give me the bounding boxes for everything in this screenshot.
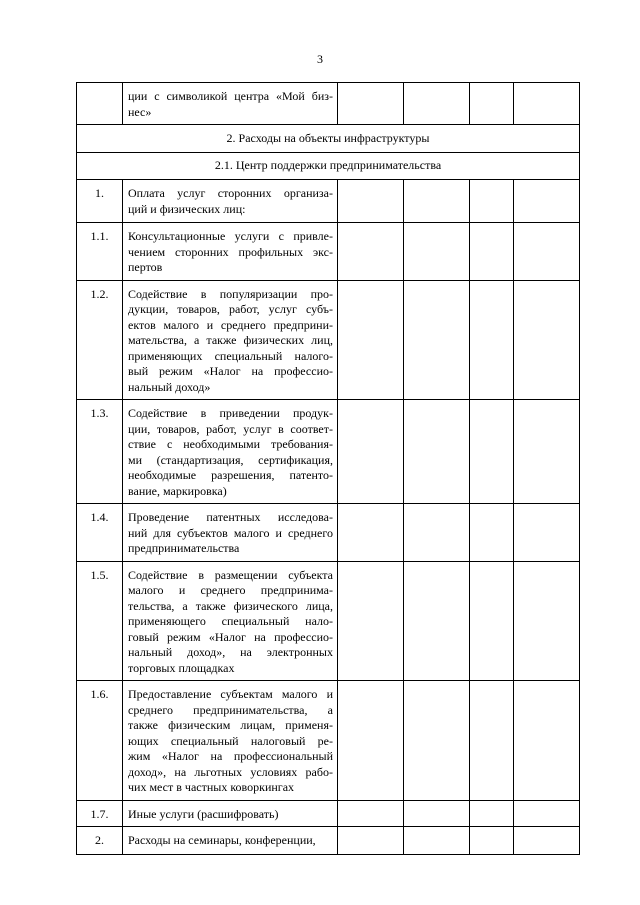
table-row	[77, 223, 580, 281]
table-row	[77, 83, 580, 125]
empty-value-cell	[470, 400, 514, 504]
description-line: Содействие в приведении продук-	[128, 406, 333, 420]
empty-value-cell	[470, 561, 514, 681]
description-line: Оплата услуг сторонних организа-	[128, 186, 333, 200]
row-number: 1.3.	[77, 400, 123, 504]
description-line: торговых площадках	[128, 660, 235, 675]
description-line: ции с символикой центра «Мой биз-	[128, 89, 333, 103]
description-line: ний для субъектов малого и среднего	[128, 525, 333, 540]
row-description	[123, 400, 338, 504]
description-line: Проведение патентных исследова-	[128, 510, 333, 524]
row-number	[77, 83, 123, 125]
description-line: говый режим «Налог на профессио-	[128, 629, 333, 644]
empty-value-cell	[470, 681, 514, 801]
description-line: ми (стандартизация, сертификация,	[128, 452, 333, 467]
description-line: малого и среднего предпринима-	[128, 583, 333, 597]
row-number: 1.	[77, 180, 123, 223]
row-description	[123, 561, 338, 681]
empty-value-cell	[338, 681, 404, 801]
empty-value-cell	[338, 827, 404, 855]
description-line: ствие с необходимыми требования-	[128, 437, 333, 451]
empty-value-cell	[404, 280, 470, 400]
empty-value-cell	[404, 504, 470, 562]
empty-value-cell	[514, 83, 580, 125]
empty-value-cell	[404, 180, 470, 223]
description-line: нальный доход», на электронных	[128, 645, 333, 659]
description-line: жим «Налог на профессиональный	[128, 749, 333, 763]
empty-value-cell	[404, 561, 470, 681]
empty-value-cell	[514, 827, 580, 855]
empty-value-cell	[404, 800, 470, 827]
empty-value-cell	[404, 83, 470, 125]
empty-value-cell	[338, 800, 404, 827]
empty-value-cell	[514, 681, 580, 801]
row-number: 1.2.	[77, 280, 123, 400]
row-description	[123, 504, 338, 562]
description-line: нальный доход»	[128, 379, 211, 394]
table-row	[77, 561, 580, 681]
empty-value-cell	[514, 504, 580, 562]
row-description	[123, 223, 338, 281]
empty-value-cell	[470, 504, 514, 562]
empty-value-cell	[514, 800, 580, 827]
description-line: доход», на льготных условиях рабо-	[128, 764, 333, 779]
description-line: применяющего специальный нало-	[128, 614, 333, 628]
description-line: нес»	[128, 104, 152, 119]
row-number: 1.4.	[77, 504, 123, 562]
empty-value-cell	[470, 223, 514, 281]
table-row	[77, 280, 580, 400]
budget-table	[76, 82, 580, 855]
empty-value-cell	[338, 223, 404, 281]
empty-value-cell	[470, 827, 514, 855]
description-line: тельства, а также физического лица,	[128, 598, 333, 613]
description-line: чением сторонних профильных экс-	[128, 244, 333, 259]
description-line: вание, маркировка)	[128, 483, 227, 498]
table-row	[77, 800, 580, 827]
empty-value-cell	[404, 223, 470, 281]
description-line: Расходы на семинары, конференции,	[128, 833, 316, 847]
empty-value-cell	[514, 280, 580, 400]
row-description	[123, 83, 338, 125]
section-header-row	[77, 153, 580, 180]
description-line: Консультационные услуги с привле-	[128, 229, 333, 243]
row-description	[123, 280, 338, 400]
row-description	[123, 800, 338, 827]
description-line: чих мест в частных коворкингах	[128, 780, 295, 794]
section-header: 2. Расходы на объекты инфраструктуры	[77, 125, 580, 153]
description-line: мательства, а также физических лиц,	[128, 333, 333, 347]
description-line: ектов малого и среднего предприни-	[128, 317, 333, 332]
empty-value-cell	[338, 400, 404, 504]
description-line: Содействие в популяризации про-	[128, 286, 333, 301]
empty-value-cell	[514, 223, 580, 281]
description-line: среднего предпринимательства, а	[128, 702, 333, 717]
row-description	[123, 681, 338, 801]
row-number: 2.	[77, 827, 123, 855]
description-line: Иные услуги (расшифровать)	[128, 806, 279, 821]
empty-value-cell	[470, 800, 514, 827]
empty-value-cell	[470, 83, 514, 125]
description-line: пертов	[128, 260, 163, 274]
row-number: 1.1.	[77, 223, 123, 281]
row-description	[123, 180, 338, 223]
description-line: предпринимательства	[128, 541, 240, 555]
empty-value-cell	[338, 504, 404, 562]
table-row	[77, 827, 580, 855]
table-row	[77, 504, 580, 562]
empty-value-cell	[514, 561, 580, 681]
description-line: ющих специальный налоговый ре-	[128, 733, 333, 748]
description-line: дукции, товаров, работ, услуг субъ-	[128, 302, 333, 316]
section-header-row	[77, 125, 580, 153]
empty-value-cell	[338, 561, 404, 681]
description-line: применяющих специальный налого-	[128, 348, 333, 363]
section-header: 2.1. Центр поддержки предпринимательства	[77, 153, 580, 180]
table-row	[77, 400, 580, 504]
description-line: необходимые разрешения, патенто-	[128, 468, 333, 482]
description-line: ции, товаров, работ, услуг в соответ-	[128, 421, 333, 436]
empty-value-cell	[470, 280, 514, 400]
empty-value-cell	[404, 827, 470, 855]
empty-value-cell	[338, 280, 404, 400]
empty-value-cell	[338, 83, 404, 125]
row-number: 1.5.	[77, 561, 123, 681]
page-number: 3	[317, 52, 323, 66]
row-number: 1.6.	[77, 681, 123, 801]
description-line: Содействие в размещении субъекта	[128, 567, 333, 582]
description-line: ций и физических лиц:	[128, 201, 246, 216]
row-number: 1.7.	[77, 800, 123, 827]
empty-value-cell	[514, 180, 580, 223]
empty-value-cell	[404, 681, 470, 801]
table-row	[77, 681, 580, 801]
description-line: вый режим «Налог на профессио-	[128, 364, 333, 378]
empty-value-cell	[404, 400, 470, 504]
empty-value-cell	[514, 400, 580, 504]
row-description	[123, 827, 338, 855]
empty-value-cell	[470, 180, 514, 223]
empty-value-cell	[338, 180, 404, 223]
description-line: Предоставление субъектам малого и	[128, 687, 333, 701]
table-row	[77, 180, 580, 223]
description-line: также физическим лицам, применя-	[128, 718, 333, 732]
